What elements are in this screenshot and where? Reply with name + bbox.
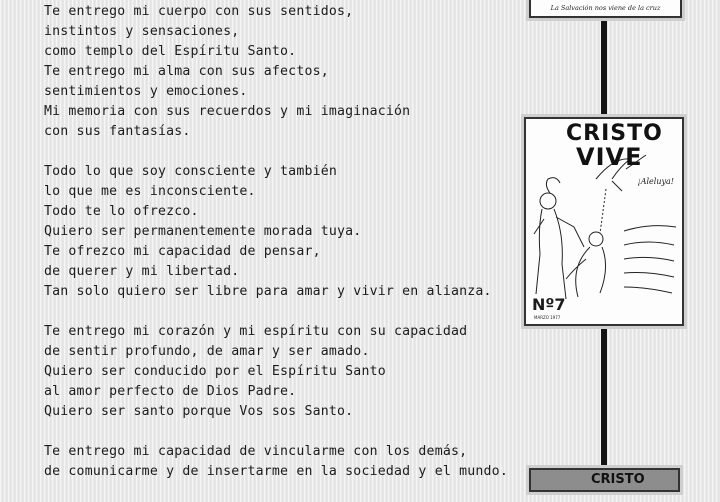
magazine-cover-cristo-vive[interactable]: [524, 117, 684, 326]
poem-line: Quiero ser permanentemente morada tuya.: [44, 224, 362, 239]
stanza-4: [44, 442, 514, 482]
poem-line: Todo lo que soy consciente y también: [44, 164, 338, 179]
poem-line: Tan solo quiero ser libre para amar y vivir en alianza.: [44, 284, 492, 299]
card-caption: La Salvación nos viene de la cruz: [550, 4, 661, 12]
poem-line: Quiero ser santo porque Vos sos Santo.: [44, 404, 354, 419]
poem-line: lo que me es inconsciente.: [44, 184, 256, 199]
card-bottom-title: CRISTO: [591, 472, 645, 487]
poem-line: al amor perfecto de Dios Padre.: [44, 384, 297, 399]
magazine-card-bottom[interactable]: [529, 468, 680, 492]
cover-exclamation: ¡Aleluya!: [637, 177, 674, 186]
poem-line: Te entrego mi cuerpo con sus sentidos,: [44, 4, 354, 19]
cover-issue-number: Nº7: [532, 295, 566, 314]
magazine-card-top[interactable]: [529, 0, 682, 18]
stanza-2: [44, 162, 514, 302]
cover-date: MARZO 1977: [534, 315, 561, 320]
poem-line: con sus fantasías.: [44, 124, 191, 139]
cover-title-line-2: VIVE: [576, 143, 643, 171]
poem-line: instintos y sensaciones,: [44, 24, 240, 39]
poem-line: Te ofrezco mi capacidad de pensar,: [44, 244, 321, 259]
cover-title-line-1: CRISTO: [566, 121, 663, 146]
poem-line: de querer y mi libertad.: [44, 264, 240, 279]
poem-line: de sentir profundo, de amar y ser amado.: [44, 344, 370, 359]
stanza-3: [44, 322, 514, 422]
stanza-1: [44, 2, 514, 142]
poem-line: Todo te lo ofrezco.: [44, 204, 199, 219]
poem-line: Te entrego mi capacidad de vincularme con los demás,: [44, 444, 468, 459]
poem-line: sentimientos y emociones.: [44, 84, 248, 99]
poem-line: Te entrego mi alma con sus afectos,: [44, 64, 329, 79]
poem-line: de comunicarme y de insertarme en la sociedad y el mundo.: [44, 464, 508, 479]
poem-line: Te entrego mi corazón y mi espíritu con su capacidad: [44, 324, 468, 339]
poem-line: Quiero ser conducido por el Espíritu Santo: [44, 364, 386, 379]
poem-line: Mi memoria con sus recuerdos y mi imaginación: [44, 104, 411, 119]
poem-text: [44, 2, 514, 502]
poem-line: como templo del Espíritu Santo.: [44, 44, 297, 59]
